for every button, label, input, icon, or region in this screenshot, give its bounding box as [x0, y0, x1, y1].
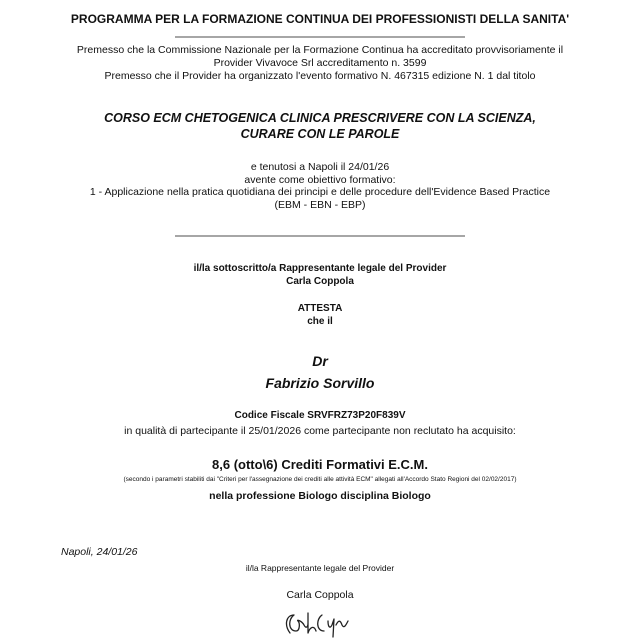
place-date: Napoli, 24/01/26 — [61, 546, 138, 558]
participation-statement: in qualità di partecipante il 25/01/2026 come partecipante non reclutato ha acquisito: — [124, 425, 516, 437]
event-details — [0, 161, 640, 211]
course-title-line: CURARE CON LE PAROLE — [240, 127, 400, 141]
attesta-subtitle: che il — [307, 315, 333, 327]
recipient-name: Fabrizio Sorvillo — [265, 375, 375, 391]
codice-fiscale: Codice Fiscale SRVFRZ73P20F839V — [234, 410, 406, 421]
signer-role: il/la sottoscritto/a Rappresentante legale del Provider — [193, 263, 447, 274]
signer-block — [0, 263, 640, 288]
credits-awarded: 8,6 (otto\6) Crediti Formativi E.C.M. — [212, 457, 428, 472]
preamble — [0, 44, 640, 83]
preamble-line: Provider Vivavoce Srl accreditamento n. 3599 — [213, 57, 427, 69]
preamble-line: Premesso che il Provider ha organizzato l'evento formativo N. 467315 edizione N. 1 dal titolo — [104, 70, 536, 82]
profession-discipline: nella professione Biologo disciplina Biologo — [209, 490, 431, 502]
middle-divider — [175, 235, 465, 237]
credits-note: (secondo i parametri stabiliti dai "Criteri per l'assegnazione dei crediti alle attività ECM" allegati all'Accordo Stato Regioni del 02/02/2017) — [123, 476, 517, 483]
signer-name: Carla Coppola — [286, 275, 354, 287]
attesta-block — [0, 303, 640, 328]
event-line: e tenutosi a Napoli il 24/01/26 — [250, 161, 390, 173]
preamble-line: Premesso che la Commissione Nazionale per la Formazione Continua ha accreditato provvisoriamente il — [76, 44, 564, 56]
course-title-line: CORSO ECM CHETOGENICA CLINICA PRESCRIVERE CON LA SCIENZA, — [104, 111, 536, 125]
event-line: (EBM - EBN - EBP) — [274, 198, 366, 211]
event-line: 1 - Applicazione nella pratica quotidiana dei principi e delle procedure dell'Evidence Based Practice — [89, 186, 551, 198]
footer-signer-name: Carla Coppola — [286, 589, 354, 601]
document-header: PROGRAMMA PER LA FORMAZIONE CONTINUA DEI PROFESSIONISTI DELLA SANITA' — [70, 12, 570, 26]
course-title — [0, 110, 640, 142]
recipient-title: Dr — [312, 353, 328, 369]
signature-image — [278, 603, 358, 640]
top-divider — [175, 36, 465, 38]
event-line: avente come obiettivo formativo: — [244, 173, 396, 186]
footer-representative: il/la Rappresentante legale del Provider — [245, 563, 395, 573]
attesta-label: ATTESTA — [297, 303, 343, 314]
